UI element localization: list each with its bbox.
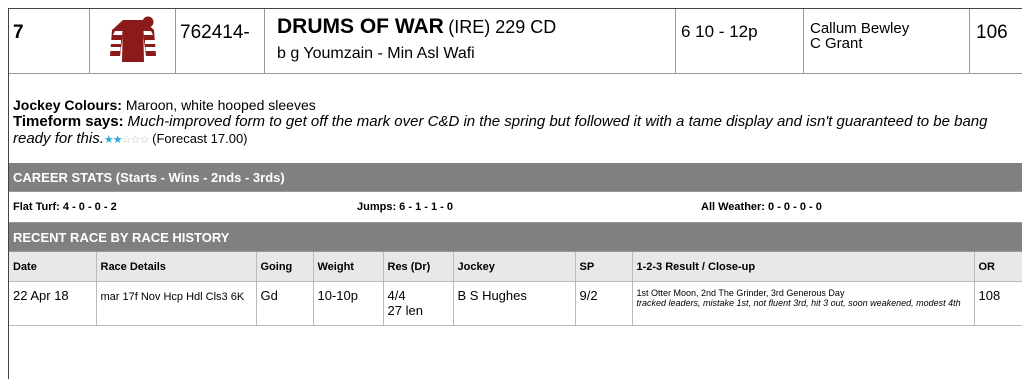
comment-block <box>9 74 1022 163</box>
col-result: Res (Dr) <box>383 252 453 282</box>
race-jockey: B S Hughes <box>453 282 575 326</box>
race-history-table <box>9 252 1022 326</box>
race-closeup <box>632 282 974 326</box>
runner-number: 7 <box>9 9 90 73</box>
col-jockey: Jockey <box>453 252 575 282</box>
rating-stars <box>104 134 148 146</box>
star-empty-icon: ☆ <box>121 134 131 146</box>
race-weight: 10-10p <box>313 282 383 326</box>
timeform-text: Much-improved form to get off the mark over C&D in the spring but followed it with a tame display and isn't guaranteed to be bang ready for this. <box>13 113 988 147</box>
horse-suffix: (IRE) 229 CD <box>448 17 557 37</box>
race-result <box>383 282 453 326</box>
all-weather-stats: All Weather: 0 - 0 - 0 - 0 <box>701 201 822 213</box>
jumps-stats: Jumps: 6 - 1 - 1 - 0 <box>357 201 453 213</box>
star-icon: ★ <box>112 134 122 146</box>
jockey-colours-value: Maroon, white hooped sleeves <box>125 97 316 113</box>
history-header-row <box>9 252 1022 282</box>
runner-header-row <box>9 9 1022 74</box>
star-icon: ★ <box>103 134 113 146</box>
star-empty-icon: ☆ <box>130 134 140 146</box>
race-going: Gd <box>256 282 313 326</box>
col-weight: Weight <box>313 252 383 282</box>
race-or: 108 <box>974 282 1022 326</box>
race-distance-beaten: 27 len <box>387 303 423 318</box>
col-sp: SP <box>575 252 632 282</box>
race-position: 4/4 <box>387 288 406 303</box>
race-comment: tracked leaders, mistake 1st, not fluent 3rd, hit 3 out, soon weakened, modest 4th <box>636 298 961 308</box>
col-going: Going <box>256 252 313 282</box>
race-date: 22 Apr 18 <box>9 282 96 326</box>
col-closeup: 1-2-3 Result / Close-up <box>632 252 974 282</box>
col-race-details: Race Details <box>96 252 256 282</box>
race-sp: 9/2 <box>575 282 632 326</box>
horse-breeding: b g Youmzain - Min Asl Wafi <box>277 45 475 62</box>
race-details: mar 17f Nov Hcp Hdl Cls3 6K <box>96 282 256 326</box>
jockey-trainer-cell <box>804 9 970 73</box>
race-history-header: RECENT RACE BY RACE HISTORY <box>9 223 1022 252</box>
career-stats-row <box>9 192 1022 223</box>
trainer-name[interactable]: C Grant <box>810 35 863 52</box>
runner-id: 762414- <box>176 9 265 73</box>
star-empty-icon: ☆ <box>139 134 149 146</box>
jockey-name[interactable]: Callum Bewley <box>810 20 910 37</box>
career-stats-header: CAREER STATS (Starts - Wins - 2nds - 3rds) <box>9 163 1022 192</box>
timeform-label: Timeform says: <box>13 113 124 130</box>
horse-name[interactable]: DRUMS OF WAR <box>277 15 444 38</box>
flat-turf-stats: Flat Turf: 4 - 0 - 0 - 2 <box>13 201 117 213</box>
jockey-colours-label: Jockey Colours: <box>13 97 122 113</box>
odds: 6 10 - 12p <box>676 9 804 73</box>
horse-name-cell <box>265 9 676 73</box>
forecast: (Forecast 17.00) <box>152 131 248 146</box>
col-date: Date <box>9 252 96 282</box>
official-rating: 106 <box>976 22 1008 43</box>
jockey-silk-icon <box>90 9 176 73</box>
table-row <box>9 282 1022 326</box>
col-or: OR <box>974 252 1022 282</box>
race-placings: 1st Otter Moon, 2nd The Grinder, 3rd Generous Day <box>636 288 845 298</box>
runner-card <box>8 8 1022 379</box>
